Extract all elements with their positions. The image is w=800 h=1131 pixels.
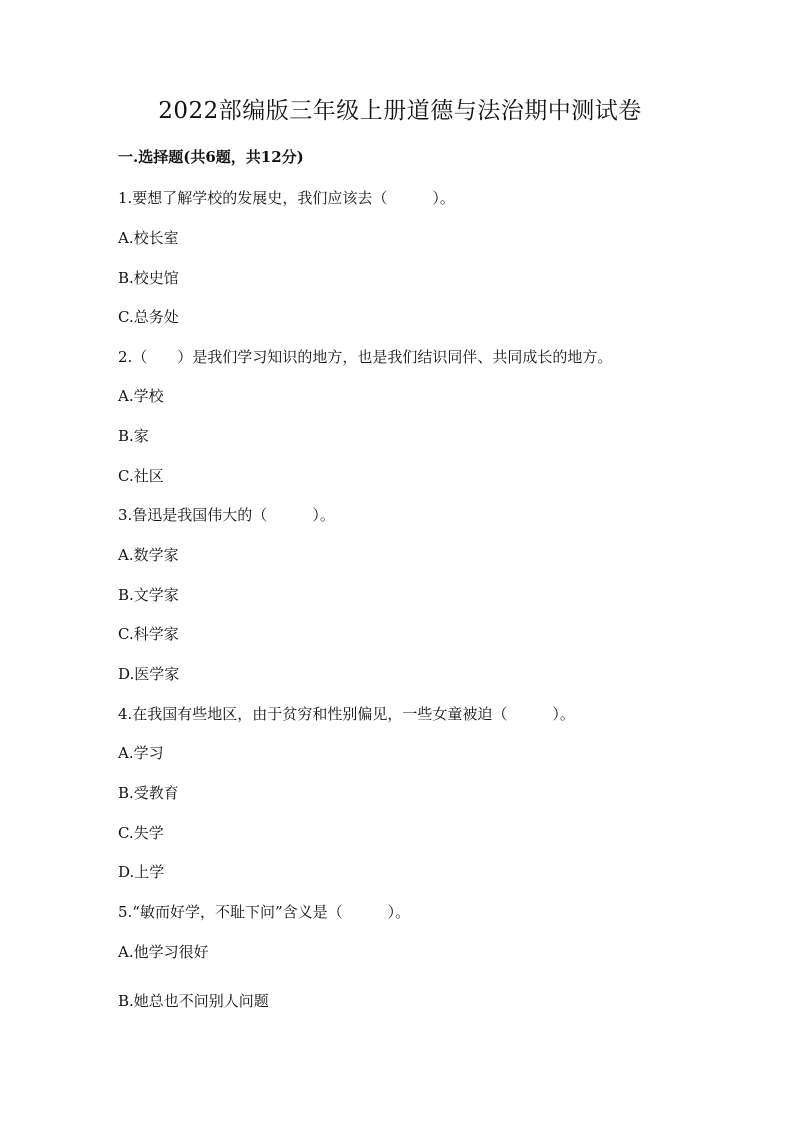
page-title: 2022部编版三年级上册道德与法治期中测试卷	[158, 98, 642, 124]
question-4-option-a: A.学习	[118, 744, 164, 762]
question-1-stem: 1.要想了解学校的发展史，我们应该去（ ）。	[118, 189, 455, 207]
question-5-stem: 5.“敏而好学，不耻下问”含义是（ ）。	[118, 903, 411, 921]
question-2-option-b: B.家	[118, 427, 149, 445]
question-1-option-b: B.校史馆	[118, 269, 179, 287]
question-4-option-d: D.上学	[118, 863, 165, 881]
question-5-option-a: A.他学习很好	[118, 943, 209, 961]
question-3-option-c: C.科学家	[118, 625, 179, 643]
question-3-stem: 3.鲁迅是我国伟大的（ ）。	[118, 506, 335, 524]
question-5-option-b: B.她总也不问别人问题	[118, 992, 269, 1010]
question-3-option-a: A.数学家	[118, 546, 179, 564]
question-4-option-b: B.受教育	[118, 784, 179, 802]
section-heading: 一.选择题(共6题，共12分)	[118, 148, 304, 166]
question-4-option-c: C.失学	[118, 824, 164, 842]
question-1-option-c: C.总务处	[118, 308, 179, 326]
question-3-option-d: D.医学家	[118, 665, 180, 683]
question-3-option-b: B.文学家	[118, 586, 179, 604]
question-2-option-c: C.社区	[118, 467, 164, 485]
question-2-option-a: A.学校	[118, 387, 164, 405]
question-2-stem: 2.（ ）是我们学习知识的地方，也是我们结识同伴、共同成长的地方。	[118, 348, 613, 366]
question-1-option-a: A.校长室	[118, 229, 179, 247]
question-4-stem: 4.在我国有些地区，由于贫穷和性别偏见，一些女童被迫（ ）。	[118, 705, 575, 723]
